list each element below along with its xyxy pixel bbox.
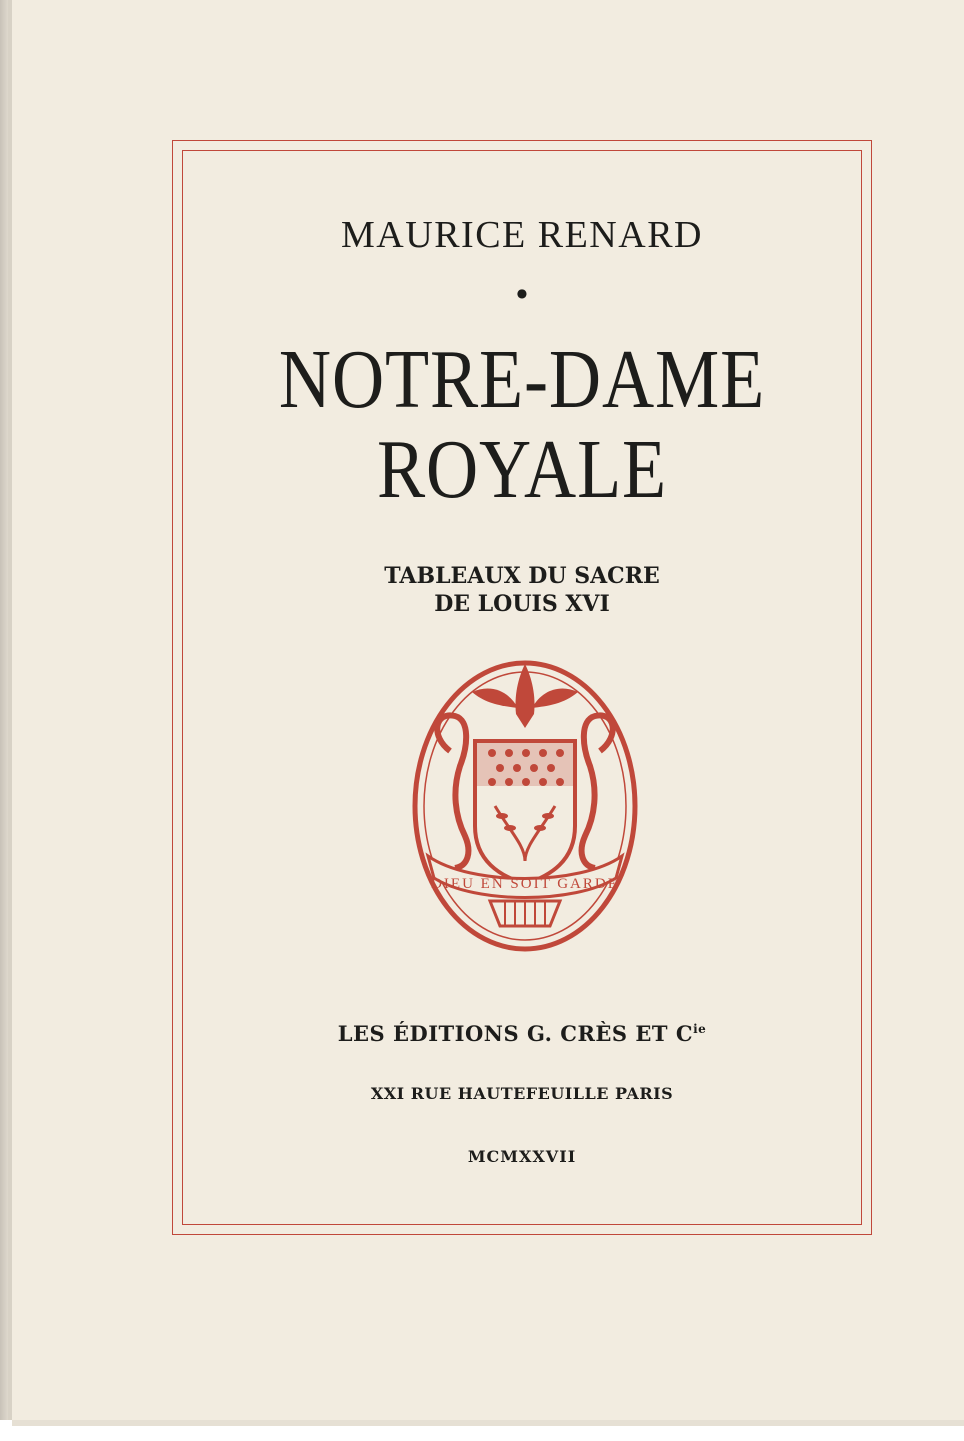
book-cover bbox=[12, 0, 964, 1420]
book-title-line-1: NOTRE-DAME bbox=[278, 333, 766, 426]
seal-motto: DIEU EN SOIT GARDE bbox=[431, 876, 619, 892]
ornament-dot-icon: ● bbox=[516, 286, 528, 300]
book-title-line-2: ROYALE bbox=[376, 423, 668, 516]
subtitle-line-1: TABLEAUX DU SACRE bbox=[384, 563, 660, 589]
author-name: MAURICE RENARD bbox=[341, 214, 703, 256]
publisher-name: LES ÉDITIONS G. CRÈS ET $C^{ie}$ bbox=[337, 1021, 707, 1046]
publisher-address: XXI RUE HAUTEFEUILLE PARIS bbox=[370, 1084, 674, 1103]
double-rule-border bbox=[172, 140, 872, 1235]
subtitle-line-2: DE LOUIS XVI bbox=[434, 591, 610, 617]
publication-year: MCMXXVII bbox=[467, 1147, 577, 1166]
heraldic-seal-emblem bbox=[410, 656, 640, 956]
page-edge bbox=[0, 0, 12, 1420]
